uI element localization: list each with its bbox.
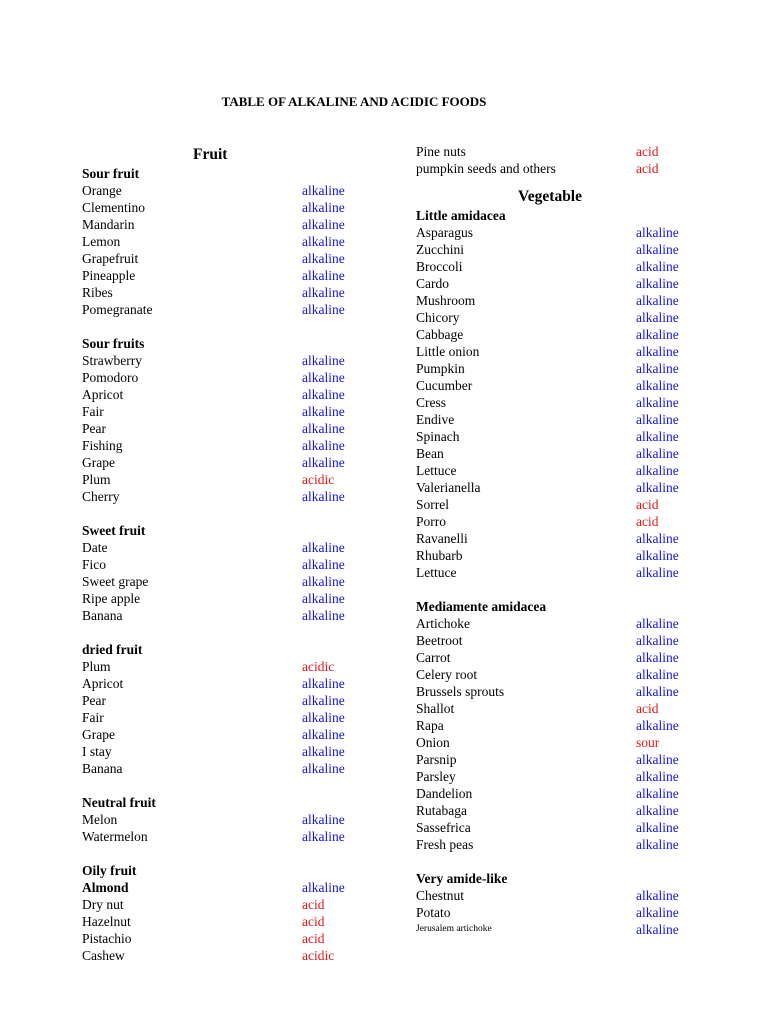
food-name: Lemon bbox=[82, 234, 121, 249]
group-title bbox=[416, 598, 716, 615]
alkaline-value: alkaline bbox=[302, 812, 345, 827]
food-row bbox=[416, 819, 716, 836]
group-title bbox=[82, 862, 382, 879]
food-row bbox=[82, 675, 382, 692]
food-row bbox=[416, 343, 716, 360]
food-name: Hazelnut bbox=[82, 914, 131, 929]
alkaline-value: alkaline bbox=[636, 650, 679, 665]
food-name: Pear bbox=[82, 693, 106, 708]
food-name: Clementino bbox=[82, 200, 145, 215]
food-row bbox=[416, 632, 716, 649]
vegetable-column bbox=[416, 143, 716, 938]
alkaline-value: alkaline bbox=[302, 727, 345, 742]
acid-value: acid bbox=[302, 897, 325, 912]
food-name: Bean bbox=[416, 446, 444, 461]
food-name: Beetroot bbox=[416, 633, 463, 648]
alkaline-value: alkaline bbox=[636, 480, 679, 495]
food-group bbox=[82, 522, 382, 624]
group-title-label: Sour fruits bbox=[82, 336, 145, 351]
food-name: Endive bbox=[416, 412, 455, 427]
food-name: Pear bbox=[82, 421, 106, 436]
food-name: Grape bbox=[82, 455, 115, 470]
food-name: Lettuce bbox=[416, 565, 457, 580]
food-name: Rutabaga bbox=[416, 803, 467, 818]
alkaline-value: alkaline bbox=[636, 276, 679, 291]
alkaline-value: alkaline bbox=[302, 574, 345, 589]
section-heading-fruit: Fruit bbox=[193, 146, 228, 163]
food-row bbox=[82, 437, 382, 454]
alkaline-value: alkaline bbox=[636, 616, 679, 631]
alkaline-value: alkaline bbox=[302, 608, 345, 623]
alkaline-value: alkaline bbox=[636, 412, 679, 427]
acid-value: sour bbox=[636, 735, 660, 750]
food-row bbox=[82, 199, 382, 216]
food-name: Strawberry bbox=[82, 353, 142, 368]
food-name: Orange bbox=[82, 183, 122, 198]
food-name: I stay bbox=[82, 744, 112, 759]
food-name: Watermelon bbox=[82, 829, 148, 844]
food-row bbox=[82, 556, 382, 573]
alkaline-value: alkaline bbox=[636, 803, 679, 818]
food-row bbox=[416, 394, 716, 411]
alkaline-value: alkaline bbox=[636, 565, 679, 580]
food-row bbox=[416, 530, 716, 547]
food-name: Sweet grape bbox=[82, 574, 149, 589]
alkaline-value: alkaline bbox=[302, 880, 345, 895]
acid-value: acidic bbox=[302, 472, 335, 487]
food-row bbox=[416, 768, 716, 785]
group-title-label: Mediamente amidacea bbox=[416, 599, 547, 614]
alkaline-value: alkaline bbox=[636, 922, 679, 937]
acid-value: acidic bbox=[302, 948, 335, 963]
group-title-label: Oily fruit bbox=[82, 863, 137, 878]
food-row bbox=[416, 700, 716, 717]
food-name: Rapa bbox=[416, 718, 444, 733]
food-name: Zucchini bbox=[416, 242, 464, 257]
food-row bbox=[416, 513, 716, 530]
group-title-label: Very amide-like bbox=[416, 871, 508, 886]
food-name: Sassefrica bbox=[416, 820, 471, 835]
food-name: Sorrel bbox=[416, 497, 449, 512]
food-name: Chestnut bbox=[416, 888, 465, 903]
food-name: Banana bbox=[82, 761, 123, 776]
alkaline-value: alkaline bbox=[302, 183, 345, 198]
nut-continuation-list bbox=[416, 143, 716, 177]
food-row bbox=[416, 224, 716, 241]
food-row bbox=[416, 377, 716, 394]
alkaline-value: alkaline bbox=[636, 327, 679, 342]
group-title-label: Sour fruit bbox=[82, 166, 140, 181]
alkaline-value: alkaline bbox=[636, 242, 679, 257]
food-row bbox=[416, 462, 716, 479]
food-name: Parsley bbox=[416, 769, 456, 784]
food-row bbox=[82, 539, 382, 556]
food-name: Pineapple bbox=[82, 268, 136, 283]
food-name: Grape bbox=[82, 727, 115, 742]
alkaline-value: alkaline bbox=[636, 378, 679, 393]
alkaline-value: alkaline bbox=[636, 293, 679, 308]
food-row bbox=[82, 828, 382, 845]
food-row bbox=[82, 471, 382, 488]
alkaline-value: alkaline bbox=[302, 251, 345, 266]
food-name: Mushroom bbox=[416, 293, 476, 308]
alkaline-value: alkaline bbox=[636, 344, 679, 359]
food-name: Mandarin bbox=[82, 217, 135, 232]
food-name: Dry nut bbox=[82, 897, 124, 912]
food-name: Jerusalem artichoke bbox=[416, 924, 492, 934]
alkaline-value: alkaline bbox=[302, 489, 345, 504]
food-name: Apricot bbox=[82, 676, 124, 691]
food-row bbox=[416, 360, 716, 377]
alkaline-value: alkaline bbox=[302, 710, 345, 725]
food-name: Parsnip bbox=[416, 752, 457, 767]
food-row bbox=[416, 751, 716, 768]
food-name: Broccoli bbox=[416, 259, 463, 274]
group-title bbox=[82, 522, 382, 539]
food-row bbox=[82, 267, 382, 284]
food-name: Onion bbox=[416, 735, 450, 750]
group-title-label: Neutral fruit bbox=[82, 795, 156, 810]
food-name: Plum bbox=[82, 472, 111, 487]
food-row bbox=[82, 284, 382, 301]
alkaline-value: alkaline bbox=[636, 361, 679, 376]
acid-value: acid bbox=[636, 497, 659, 512]
food-name: Cress bbox=[416, 395, 446, 410]
food-row bbox=[416, 904, 716, 921]
alkaline-value: alkaline bbox=[636, 225, 679, 240]
alkaline-value: alkaline bbox=[636, 718, 679, 733]
food-row bbox=[416, 445, 716, 462]
food-row bbox=[416, 666, 716, 683]
group-title bbox=[416, 207, 716, 224]
food-row bbox=[82, 454, 382, 471]
alkaline-value: alkaline bbox=[636, 395, 679, 410]
food-name: Fishing bbox=[82, 438, 123, 453]
alkaline-value: alkaline bbox=[302, 370, 345, 385]
food-row bbox=[416, 258, 716, 275]
food-row bbox=[82, 743, 382, 760]
food-name: Pine nuts bbox=[416, 144, 466, 159]
food-row bbox=[416, 275, 716, 292]
food-name: Porro bbox=[416, 514, 446, 529]
food-name: Fico bbox=[82, 557, 107, 572]
group-title bbox=[82, 794, 382, 811]
alkaline-value: alkaline bbox=[636, 531, 679, 546]
food-name: Rhubarb bbox=[416, 548, 463, 563]
alkaline-value: alkaline bbox=[302, 557, 345, 572]
food-name: Dandelion bbox=[416, 786, 473, 801]
food-row bbox=[82, 811, 382, 828]
alkaline-value: alkaline bbox=[302, 676, 345, 691]
food-name: Potato bbox=[416, 905, 451, 920]
food-name: Apricot bbox=[82, 387, 124, 402]
food-name: Pomodoro bbox=[82, 370, 139, 385]
food-row bbox=[82, 947, 382, 964]
page-title: TABLE OF ALKALINE AND ACIDIC FOODS bbox=[221, 94, 487, 109]
food-name: Almond bbox=[82, 880, 129, 895]
food-row bbox=[416, 785, 716, 802]
alkaline-value: alkaline bbox=[636, 446, 679, 461]
alkaline-value: alkaline bbox=[302, 761, 345, 776]
group-title bbox=[82, 335, 382, 352]
alkaline-value: alkaline bbox=[302, 200, 345, 215]
food-row bbox=[416, 479, 716, 496]
food-row bbox=[416, 734, 716, 751]
food-name: Grapefruit bbox=[82, 251, 139, 266]
food-group bbox=[82, 794, 382, 845]
food-name: Ripe apple bbox=[82, 591, 141, 606]
alkaline-value: alkaline bbox=[302, 217, 345, 232]
alkaline-value: alkaline bbox=[302, 455, 345, 470]
alkaline-value: alkaline bbox=[636, 429, 679, 444]
food-row bbox=[416, 887, 716, 904]
food-row bbox=[416, 649, 716, 666]
acid-value: acidic bbox=[302, 659, 335, 674]
alkaline-value: alkaline bbox=[636, 463, 679, 478]
food-name: Pistachio bbox=[82, 931, 132, 946]
food-row bbox=[416, 411, 716, 428]
food-row bbox=[416, 326, 716, 343]
food-row bbox=[82, 658, 382, 675]
food-name: Artichoke bbox=[416, 616, 470, 631]
food-row bbox=[82, 233, 382, 250]
alkaline-value: alkaline bbox=[302, 234, 345, 249]
food-row bbox=[82, 709, 382, 726]
food-row bbox=[416, 309, 716, 326]
group-title bbox=[82, 165, 382, 182]
acid-value: acid bbox=[636, 144, 659, 159]
food-name: Carrot bbox=[416, 650, 451, 665]
food-name: Celery root bbox=[416, 667, 478, 682]
alkaline-value: alkaline bbox=[302, 829, 345, 844]
food-name: Lettuce bbox=[416, 463, 457, 478]
alkaline-value: alkaline bbox=[302, 387, 345, 402]
alkaline-value: alkaline bbox=[636, 310, 679, 325]
food-name: Ravanelli bbox=[416, 531, 468, 546]
food-row bbox=[82, 352, 382, 369]
food-name: Asparagus bbox=[416, 225, 473, 240]
alkaline-value: alkaline bbox=[636, 905, 679, 920]
food-name: Fresh peas bbox=[416, 837, 474, 852]
acid-value: acid bbox=[302, 914, 325, 929]
group-title-label: Sweet fruit bbox=[82, 523, 146, 538]
vegetable-groups bbox=[416, 207, 716, 938]
group-title-label: dried fruit bbox=[82, 642, 143, 657]
fruit-column bbox=[82, 143, 382, 964]
food-name: Ribes bbox=[82, 285, 113, 300]
alkaline-value: alkaline bbox=[302, 285, 345, 300]
alkaline-value: alkaline bbox=[636, 820, 679, 835]
section-heading-vegetable: Vegetable bbox=[518, 188, 582, 205]
food-name: Cashew bbox=[82, 948, 125, 963]
food-row bbox=[82, 913, 382, 930]
food-row bbox=[82, 488, 382, 505]
food-row bbox=[416, 428, 716, 445]
food-row bbox=[416, 160, 716, 177]
food-name: Valerianella bbox=[416, 480, 481, 495]
food-name: Pumpkin bbox=[416, 361, 465, 376]
food-row bbox=[416, 717, 716, 734]
food-name: Brussels sprouts bbox=[416, 684, 505, 699]
fruit-groups bbox=[82, 165, 382, 964]
food-row bbox=[82, 607, 382, 624]
food-row bbox=[416, 615, 716, 632]
group-title-label: Little amidacea bbox=[416, 208, 506, 223]
alkaline-value: alkaline bbox=[636, 667, 679, 682]
food-row bbox=[82, 896, 382, 913]
acid-value: acid bbox=[636, 514, 659, 529]
food-row bbox=[82, 301, 382, 318]
food-row bbox=[416, 802, 716, 819]
food-row bbox=[82, 369, 382, 386]
food-row bbox=[416, 241, 716, 258]
food-group bbox=[416, 207, 716, 581]
food-name: Pomegranate bbox=[82, 302, 153, 317]
food-name: Fair bbox=[82, 404, 104, 419]
food-name: Fair bbox=[82, 710, 104, 725]
food-group bbox=[82, 335, 382, 505]
alkaline-value: alkaline bbox=[302, 693, 345, 708]
food-group bbox=[82, 165, 382, 318]
alkaline-value: alkaline bbox=[302, 404, 345, 419]
alkaline-value: alkaline bbox=[302, 540, 345, 555]
alkaline-value: alkaline bbox=[636, 684, 679, 699]
acid-value: acid bbox=[636, 161, 659, 176]
food-row bbox=[416, 836, 716, 853]
alkaline-value: alkaline bbox=[636, 548, 679, 563]
alkaline-value: alkaline bbox=[302, 591, 345, 606]
acid-value: acid bbox=[302, 931, 325, 946]
food-row bbox=[82, 760, 382, 777]
alkaline-value: alkaline bbox=[636, 259, 679, 274]
food-row bbox=[82, 250, 382, 267]
food-name: Plum bbox=[82, 659, 111, 674]
food-name: Cherry bbox=[82, 489, 120, 504]
alkaline-value: alkaline bbox=[636, 769, 679, 784]
food-name: Chicory bbox=[416, 310, 460, 325]
food-group bbox=[416, 598, 716, 853]
food-name: Little onion bbox=[416, 344, 480, 359]
food-group bbox=[82, 862, 382, 964]
alkaline-value: alkaline bbox=[636, 888, 679, 903]
food-row bbox=[82, 386, 382, 403]
alkaline-value: alkaline bbox=[302, 438, 345, 453]
group-title bbox=[82, 641, 382, 658]
food-name: Cucumber bbox=[416, 378, 473, 393]
food-name: Shallot bbox=[416, 701, 455, 716]
alkaline-value: alkaline bbox=[636, 837, 679, 852]
food-row bbox=[416, 292, 716, 309]
group-title bbox=[416, 870, 716, 887]
alkaline-value: alkaline bbox=[636, 752, 679, 767]
food-row bbox=[416, 683, 716, 700]
food-row bbox=[416, 921, 716, 938]
food-name: Cabbage bbox=[416, 327, 464, 342]
food-group bbox=[416, 870, 716, 938]
food-row bbox=[82, 879, 382, 896]
alkaline-value: alkaline bbox=[302, 268, 345, 283]
alkaline-value: alkaline bbox=[302, 302, 345, 317]
food-row bbox=[416, 496, 716, 513]
acid-value: acid bbox=[636, 701, 659, 716]
food-row bbox=[82, 930, 382, 947]
food-row bbox=[416, 143, 716, 160]
food-row bbox=[82, 182, 382, 199]
food-row bbox=[82, 420, 382, 437]
food-name: Cardo bbox=[416, 276, 449, 291]
food-row bbox=[82, 573, 382, 590]
food-row bbox=[82, 590, 382, 607]
food-row bbox=[82, 216, 382, 233]
food-row bbox=[416, 564, 716, 581]
food-row bbox=[416, 547, 716, 564]
food-name: Melon bbox=[82, 812, 118, 827]
food-name: Spinach bbox=[416, 429, 460, 444]
food-row bbox=[82, 726, 382, 743]
alkaline-value: alkaline bbox=[302, 353, 345, 368]
alkaline-value: alkaline bbox=[302, 421, 345, 436]
alkaline-value: alkaline bbox=[302, 744, 345, 759]
food-name: pumpkin seeds and others bbox=[416, 161, 556, 176]
food-row bbox=[82, 403, 382, 420]
food-name: Date bbox=[82, 540, 108, 555]
food-row bbox=[82, 692, 382, 709]
alkaline-value: alkaline bbox=[636, 786, 679, 801]
food-group bbox=[82, 641, 382, 777]
food-name: Banana bbox=[82, 608, 123, 623]
alkaline-value: alkaline bbox=[636, 633, 679, 648]
